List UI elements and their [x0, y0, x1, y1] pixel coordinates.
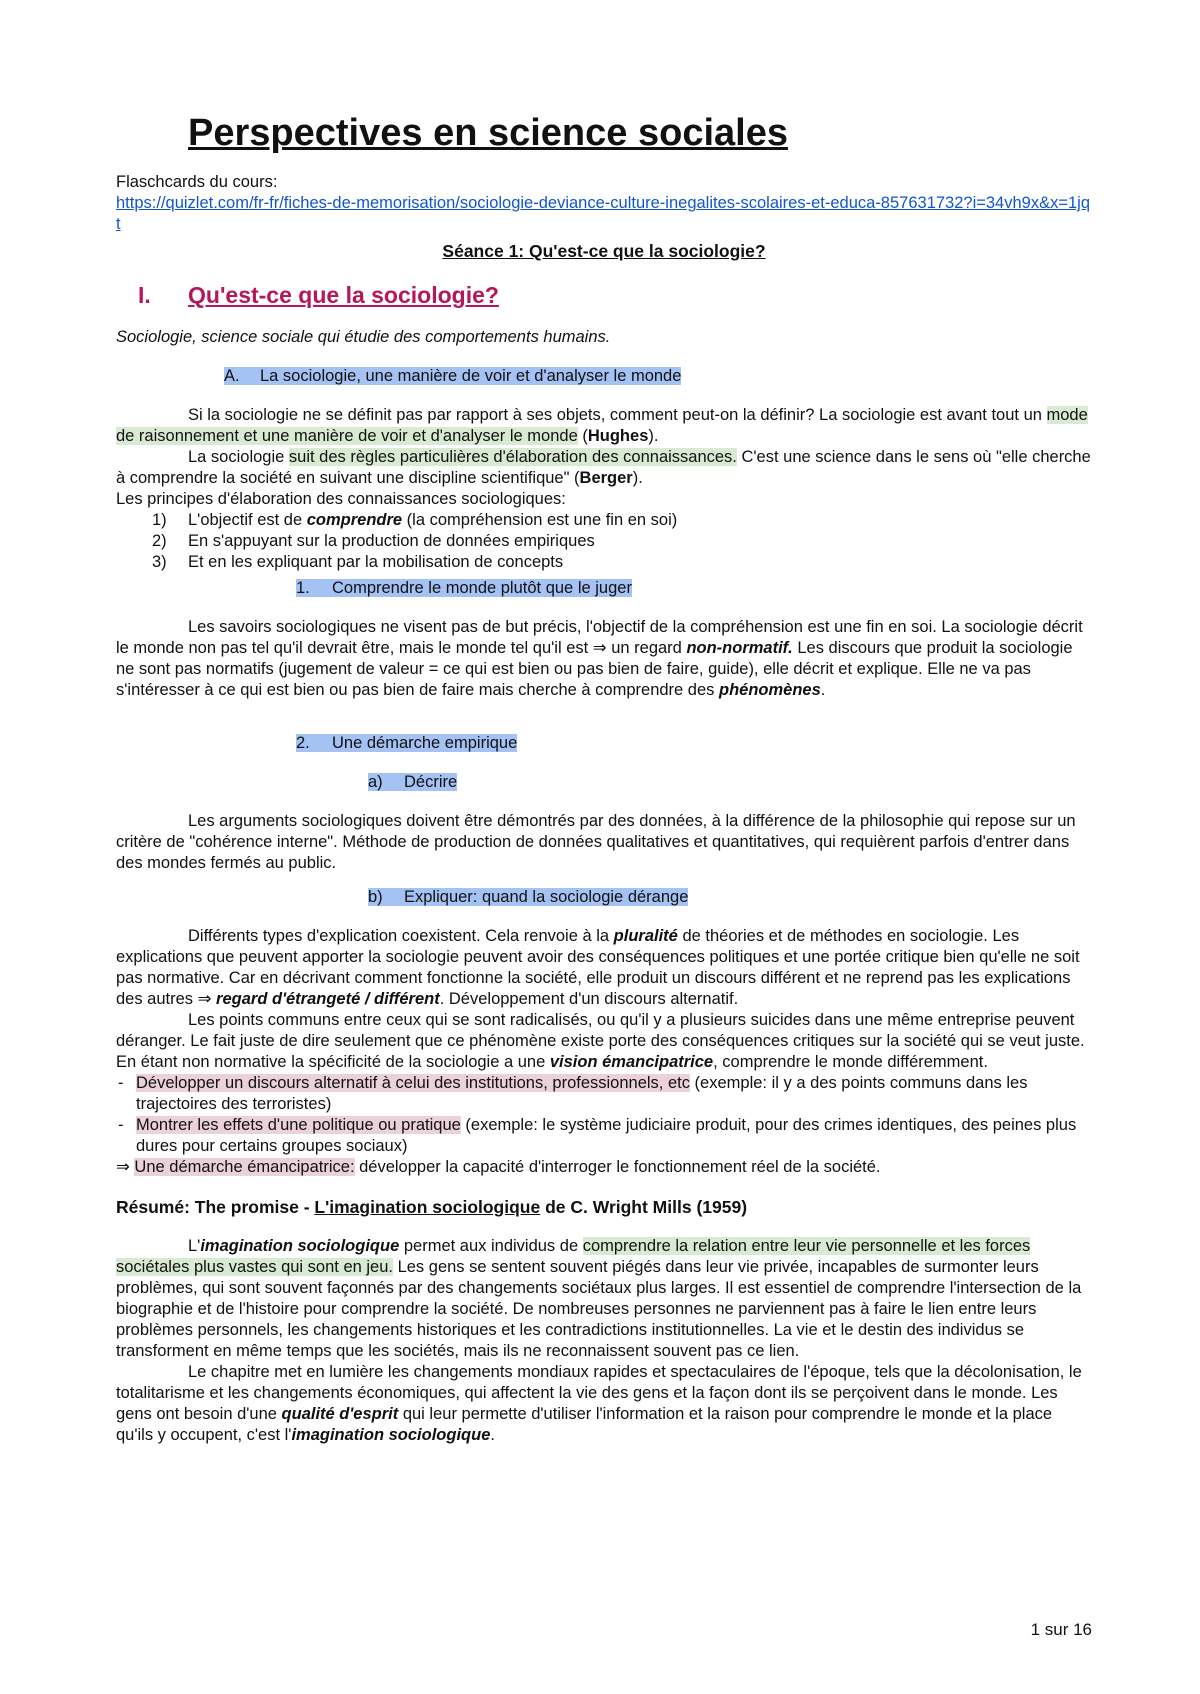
paragraph-a1: Si la sociologie ne se définit pas par rapport à ses objets, comment peut-on la définir? La sociologie est avant tout un mode de raisonnement et une manière de voir et d'analyser le monde (Hughes). La sociologie suit des règles particulières d'élaboration des connaissances. C'est une science dans le sens où "elle cherche à comprendre la société en suivant une discipline scientifique" (Berger). Les principes d'élaboration des connaissances sociologiques: 1) L'objectif est de comprendre (la compréhension est une fin en soi) 2) En s'appuyant sur la production de données empiriques 3) Et en les expliquant par la mobilisation de concepts [116, 406, 1091, 571]
paragraph-expliquer: Différents types d'explication coexistent. Cela renvoie à la pluralité de théories et de méthodes en sociologie. Les explications que peuvent apporter la sociologie peuvent avoir des conséquences politiques et une portée critique bien qu'elle ne soit pas normative. Car en décrivant comment fonctionne la société, elle produit un discours différent et ne reprend pas les explications des autres ⇒ regard d'étrangeté / différent. Développement d'un discours alternatif. Les points communs entre ceux qui se sont radicalisés, ou qu'il y a plusieurs suicides dans une même entreprise peuvent déranger. Le fait juste de dire seulement que ce phénomène existe porte des conséquences critiques sur la société qui se veut juste. En étant non normative la spécificité de la sociologie a une vision émancipatrice, comprendre le monde différemment. - Développer un discours alternatif à celui des institutions, professionnels, etc (exemple: il y a des points communs dans les trajectoires des terroristes) - Montrer les effets d'une politique ou pratique (exemple: le système judiciaire produit, pour des crimes identiques, des peines plus dures pour certains groupes sociaux) ⇒ Une démarche émancipatrice: développer la capacité d'interroger le fonctionnement réel de la société. [116, 926, 1092, 1178]
section-heading-1 [116, 281, 1092, 309]
paragraph-1-1: Les savoirs sociologiques ne visent pas de but précis, l'objectif de la compréhension est une fin en soi. La sociologie décrit le monde non pas tel qu'il devrait être, mais le monde tel qu'il est ⇒ un regard non-normatif. Les discours que produit la sociologie ne sont pas normatifs (jugement de valeur = ce qui est bien ou pas bien de faire, guide), elle décrit et explique. Elle ne va pas s'intéresser à ce qui est bien ou pas bien de faire mais cherche à comprendre des phénomènes. [116, 618, 1083, 699]
section-title: Qu'est-ce que la sociologie? [188, 282, 499, 308]
flashcards-block [116, 172, 1092, 235]
principles-list [116, 510, 1092, 573]
subheading-a: a) Décrire [368, 773, 458, 791]
highlight: mode de raisonnement et une manière de voir et d'analyser le monde [116, 406, 1088, 445]
page-number: 1 sur 16 [1030, 1620, 1092, 1639]
list-item: 1) L'objectif est de comprendre (la compréhension est une fin en soi) [152, 511, 678, 529]
author-berger: Berger [579, 469, 633, 487]
subheading-2: 2. Une démarche empirique [296, 734, 518, 752]
section-number: I. [138, 282, 151, 308]
subheading-1: 1. Comprendre le monde plutôt que le juger [296, 579, 632, 597]
document-title: Perspectives en science sociales [188, 112, 788, 154]
bullet-list [116, 1073, 1092, 1157]
intro-definition: Sociologie, science sociale qui étudie des comportements humains. [116, 328, 611, 346]
paragraph-points-communs: Les points communs entre ceux qui se sont radicalisés, ou qu'il y a plusieurs suicides dans une même entreprise peuvent déranger. Le fait juste de dire seulement que ce phénomène existe porte des conséquences critiques sur la société qui se veut juste. En étant non normative la spécificité de la sociologie a une vision émancipatrice, comprendre le monde différemment. [116, 1011, 1085, 1071]
seance-heading: Séance 1: Qu'est-ce que la sociologie? [442, 241, 766, 261]
principles-intro: Les principes d'élaboration des connaissances sociologiques: [116, 490, 566, 508]
paragraph-a2: La sociologie suit des règles particulières d'élaboration des connaissances. C'est une science dans le sens où "elle cherche à comprendre la société en suivant une discipline scientifique" (Berger). [116, 448, 1091, 487]
subheading-A [224, 366, 681, 387]
paragraph-chapitre: Le chapitre met en lumière les changements mondiaux rapides et spectaculaires de l'époque, tels que la décolonisation, le totalitarisme et les changements économiques, qui affectent la vie des gens et la façon dont ils se perçoivent dans le monde. Les gens ont besoin d'une qualité d'esprit qui leur permette d'utiliser l'information et la raison pour comprendre le monde et la place qu'ils y occupent, c'est l'imagination sociologique. [116, 1363, 1082, 1444]
subheading-b: b) Expliquer: quand la sociologie dérange [368, 888, 689, 906]
list-item: - Montrer les effets d'une politique ou pratique (exemple: le système judiciaire produit, pour des crimes identiques, des peines plus dures pour certains groupes sociaux) [118, 1116, 1077, 1155]
flashcards-label: Flaschcards du cours: [116, 173, 278, 191]
resume-heading: Résumé: The promise - L'imagination sociologique de C. Wright Mills (1959) [116, 1197, 748, 1217]
list-item: 3) Et en les expliquant par la mobilisation de concepts [152, 553, 564, 571]
subheading-label: A. [224, 367, 240, 385]
list-item: 2) En s'appuyant sur la production de données empiriques [152, 532, 595, 550]
list-item: - Développer un discours alternatif à celui des institutions, professionnels, etc (exemple: il y a des points communs dans les trajectoires des terroristes) [118, 1074, 1028, 1113]
subheading-text: La sociologie, une manière de voir et d'analyser le monde [260, 367, 682, 385]
paragraph-decrire: Les arguments sociologiques doivent être démontrés par des données, à la différence de la philosophie qui repose sur un critère de "cohérence interne". Méthode de production de données qualitatives et quantitatives, qui requièrent parfois d'entrer dans des mondes fermés au public. [116, 812, 1076, 872]
conclusion-line: ⇒ Une démarche émancipatrice: développer la capacité d'interroger le fonctionnement réel de la société. [116, 1158, 881, 1176]
paragraph-resume: L'imagination sociologique permet aux individus de comprendre la relation entre leur vie personnelle et les forces sociétales plus vastes qui sont en jeu. Les gens se sentent souvent piégés dans leur vie privée, incapables de surmonter leurs problèmes, qui sont souvent façonnés par des changements sociétaux plus larges. Il est essentiel de comprendre l'intersection de la biographie et de l'histoire pour comprendre la société. De nombreuses personnes ne parviennent pas à faire le lien entre leurs problèmes personnels, les changements historiques et les contradictions institutionnelles. La vie et le destin des individus se transforment en même temps que les sociétés, mais ils ne reconnaissent souvent pas ce lien. Le chapitre met en lumière les changements mondiaux rapides et spectaculaires de l'époque, tels que la décolonisation, le totalitarisme et les changements économiques, qui affectent la vie des gens et la façon dont ils se perçoivent dans le monde. Les gens ont besoin d'une qualité d'esprit qui leur permette d'utiliser l'information et la raison pour comprendre le monde et la place qu'ils y occupent, c'est l'imagination sociologique. [116, 1236, 1092, 1446]
highlight: suit des règles particulières d'élaboration des connaissances. [288, 448, 737, 466]
quizlet-link[interactable]: https://quizlet.com/fr-fr/fiches-de-memorisation/sociologie-deviance-culture-inegalites-scolaires-et-educa-857631732?i=34vh9x&x=1jqt [116, 194, 1090, 233]
author-hughes: Hughes [587, 427, 649, 445]
